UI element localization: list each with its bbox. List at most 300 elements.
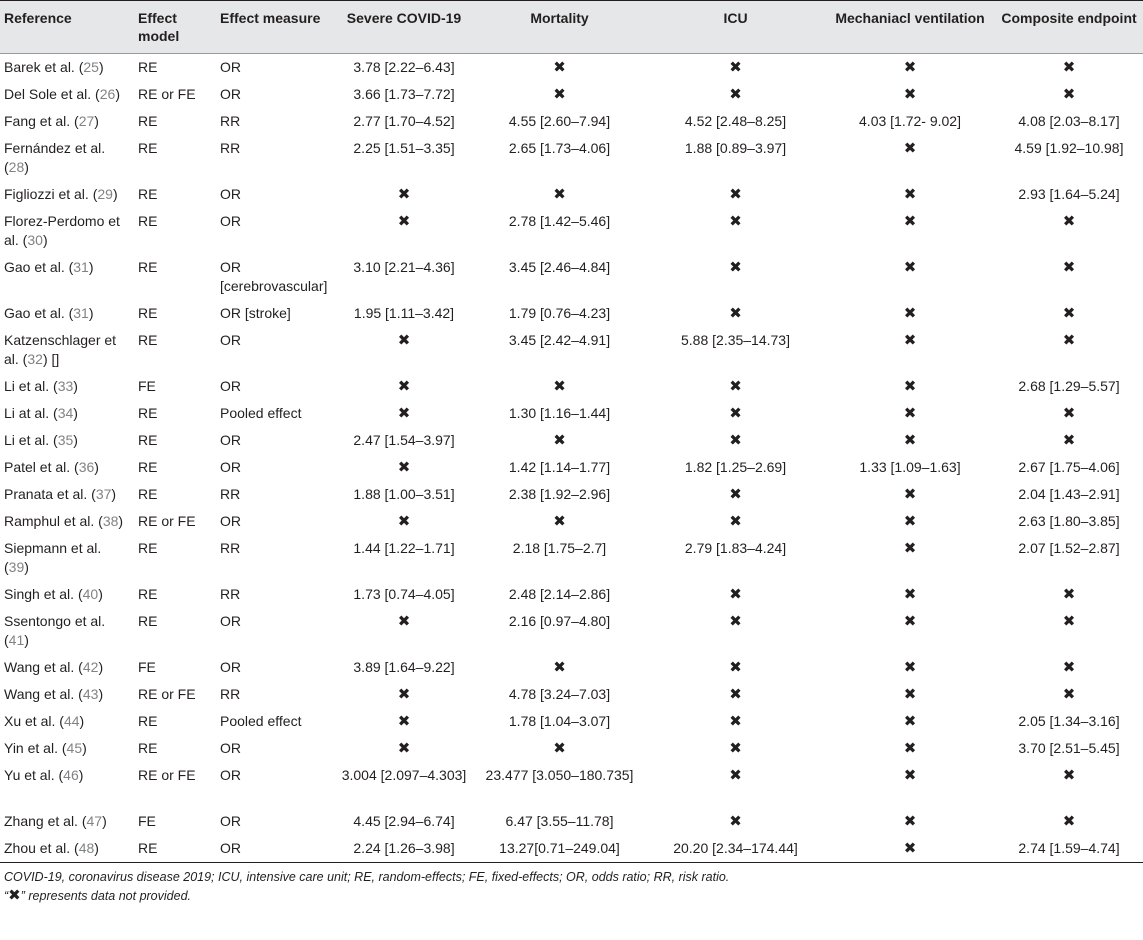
cross-icon: ✖ <box>1062 659 1076 676</box>
cell-effect-model: RE <box>138 740 158 756</box>
citation-link[interactable]: 48 <box>78 840 95 856</box>
cell-not-provided <box>335 181 473 208</box>
cell-not-provided <box>335 454 473 481</box>
table-row <box>0 208 1143 254</box>
cell-effect-model: RE <box>138 259 158 275</box>
cell-not-provided <box>995 81 1143 108</box>
author: Del Sole et al. <box>4 86 92 102</box>
cell-not-provided <box>825 481 995 508</box>
cell-effect-measure: OR <box>220 432 241 448</box>
cell-value: 1.82 [1.25–2.69] <box>684 459 787 475</box>
cross-icon: ✖ <box>1062 613 1076 630</box>
cell-not-provided <box>646 608 825 654</box>
cell-reference: Fang et al. (27) <box>4 113 99 129</box>
cross-icon: ✖ <box>903 613 917 630</box>
citation-link[interactable]: 39 <box>8 559 25 575</box>
cell-value: 2.25 [1.51–3.35] <box>353 140 455 156</box>
cell-not-provided <box>646 808 825 835</box>
table-row <box>0 300 1143 327</box>
cell-effect-measure: OR <box>220 513 241 529</box>
cell-effect-measure: OR [stroke] <box>220 305 291 321</box>
cell-value: 1.79 [0.76–4.23] <box>508 305 611 321</box>
cell-value: 3.78 [2.22–6.43] <box>353 59 455 75</box>
cell-value: 1.88 [0.89–3.97] <box>684 140 787 156</box>
cell-reference: Gao et al. (31) <box>4 259 94 275</box>
author: Singh et al. <box>4 586 75 602</box>
cell-value: 1.30 [1.16–1.44] <box>508 405 611 421</box>
cell-not-provided <box>825 427 995 454</box>
footnote-abbreviations: COVID-19, coronavirus disease 2019; ICU, intensive care unit; RE, random-effects; FE, fixed-effects; OR, odds ratio; RR, risk ratio. <box>4 870 730 884</box>
cell-effect-measure: OR <box>220 459 241 475</box>
cross-icon: ✖ <box>397 405 411 422</box>
cell-effect-model: RE <box>138 459 158 475</box>
cross-icon: ✖ <box>553 432 566 449</box>
cell-reference: Li at al. (34) <box>4 405 78 421</box>
cross-icon: ✖ <box>397 378 411 395</box>
table-row <box>0 427 1143 454</box>
cross-icon: ✖ <box>729 186 742 203</box>
cell-value: 4.59 [1.92–10.98] <box>1014 140 1124 156</box>
cell-value: 3.89 [1.64–9.22] <box>353 659 455 675</box>
cell-reference: Li et al. (35) <box>4 432 78 448</box>
cell-not-provided <box>473 508 646 535</box>
table-row <box>0 54 1143 82</box>
cell-not-provided <box>646 254 825 300</box>
cell-value: 2.38 [1.92–2.96] <box>508 486 611 502</box>
cell-effect-measure: OR <box>220 186 241 202</box>
cell-effect-model: RE <box>138 586 158 602</box>
cell-not-provided <box>646 708 825 735</box>
citation-link[interactable]: 31 <box>73 305 89 321</box>
table-row <box>0 181 1143 208</box>
cell-not-provided <box>825 300 995 327</box>
cross-icon: ✖ <box>903 586 917 603</box>
citation-link[interactable]: 30 <box>27 232 43 248</box>
table-footnotes <box>0 863 1143 905</box>
cell-effect-measure: RR <box>220 113 241 129</box>
header-reference: Reference <box>4 10 72 26</box>
cell-effect-model: RE <box>138 540 158 556</box>
cell-effect-measure: OR <box>220 59 241 75</box>
cell-value: 1.42 [1.14–1.77] <box>508 459 611 475</box>
cell-reference: Singh et al. (40) <box>4 586 103 602</box>
cell-not-provided <box>825 535 995 581</box>
cell-value: 3.45 [2.46–4.84] <box>508 259 611 275</box>
cell-not-provided <box>646 581 825 608</box>
cell-not-provided <box>825 181 995 208</box>
cross-icon: ✖ <box>729 259 742 276</box>
cell-reference: Siepmann et al. (39) <box>4 540 102 575</box>
table-row <box>0 373 1143 400</box>
cross-icon: ✖ <box>1062 767 1076 784</box>
author: Li et al. <box>4 378 50 394</box>
citation-link[interactable]: 31 <box>73 259 89 275</box>
cross-icon: ✖ <box>397 513 411 530</box>
cell-value: 2.93 [1.64–5.24] <box>1018 186 1120 202</box>
cell-not-provided <box>995 400 1143 427</box>
cell-not-provided <box>473 373 646 400</box>
cell-value: 1.88 [1.00–3.51] <box>353 486 455 502</box>
citation-link[interactable]: 36 <box>78 459 95 475</box>
cell-effect-model: RE <box>138 432 158 448</box>
cell-not-provided <box>995 300 1143 327</box>
cell-effect-measure: OR <box>220 213 241 229</box>
header-icu: ICU <box>723 10 748 26</box>
cross-icon: ✖ <box>1062 86 1076 103</box>
cell-value: 2.78 [1.42–5.46] <box>508 213 611 229</box>
reference-suffix: [] <box>47 351 60 367</box>
cross-icon: ✖ <box>397 740 411 757</box>
cell-not-provided <box>646 208 825 254</box>
cross-icon: ✖ <box>729 405 742 422</box>
author: Yin et al. <box>4 740 58 756</box>
cell-effect-measure: OR <box>220 659 241 675</box>
cell-value: 3.70 [2.51–5.45] <box>1018 740 1120 756</box>
cell-value: 6.47 [3.55–11.78] <box>505 813 614 829</box>
cell-not-provided <box>995 762 1143 808</box>
footnote-text: ” represents data not provided. <box>20 889 191 903</box>
cell-reference: Zhang et al. (47) <box>4 813 107 829</box>
cross-icon: ✖ <box>553 86 566 103</box>
cell-reference: Ssentongo et al. (41) <box>4 613 106 648</box>
citation-link[interactable]: 34 <box>57 405 74 421</box>
author: Wang et al. <box>4 659 75 675</box>
cell-effect-measure: OR <box>220 613 241 629</box>
table-row <box>0 535 1143 581</box>
cell-not-provided <box>995 208 1143 254</box>
cell-not-provided <box>646 373 825 400</box>
cross-icon: ✖ <box>1062 213 1076 230</box>
cell-reference: Del Sole et al. (26) <box>4 86 120 102</box>
cell-not-provided <box>995 654 1143 681</box>
cell-effect-model: RE <box>138 213 158 229</box>
cell-not-provided <box>825 208 995 254</box>
cell-effect-measure: OR <box>220 378 241 394</box>
citation-link[interactable]: 41 <box>8 632 25 648</box>
author: Ssentongo et al. <box>4 613 106 629</box>
header-severe-covid: Severe COVID-19 <box>346 10 462 26</box>
cross-icon: ✖ <box>903 713 917 730</box>
cell-not-provided <box>646 181 825 208</box>
cell-value: 2.79 [1.83–4.24] <box>684 540 787 556</box>
author: Katzenschlager et al. <box>4 332 117 367</box>
cell-effect-model: RE or FE <box>138 513 196 529</box>
cell-not-provided <box>646 427 825 454</box>
citation-link[interactable]: 26 <box>99 86 116 102</box>
cell-not-provided <box>825 54 995 82</box>
author: Pranata et al. <box>4 486 88 502</box>
cross-icon: ✖ <box>729 432 742 449</box>
cell-effect-measure: RR <box>220 686 241 702</box>
table-row <box>0 400 1143 427</box>
citation-link[interactable]: 44 <box>63 713 80 729</box>
cell-not-provided <box>825 508 995 535</box>
citation-link[interactable]: 28 <box>8 159 25 175</box>
table-row <box>0 808 1143 835</box>
cell-not-provided <box>646 54 825 82</box>
header-effect-model: Effect model <box>138 10 180 44</box>
cross-icon: ✖ <box>903 378 917 395</box>
cell-value: 2.63 [1.80–3.85] <box>1018 513 1120 529</box>
cell-effect-model: RE <box>138 59 158 75</box>
cell-reference: Yu et al. (46) <box>4 767 84 783</box>
cell-value: 4.78 [3.24–7.03] <box>508 686 611 702</box>
citation-link[interactable]: 38 <box>102 513 119 529</box>
cell-effect-model: RE <box>138 186 158 202</box>
cell-value: 2.16 [0.97–4.80] <box>508 613 611 629</box>
cell-value: 2.74 [1.59–4.74] <box>1018 840 1120 856</box>
author: Fang et al. <box>4 113 71 129</box>
cell-value: 2.47 [1.54–3.97] <box>353 432 455 448</box>
citation-link[interactable]: 33 <box>57 378 74 394</box>
citation-link[interactable]: 27 <box>78 113 95 129</box>
cell-value: 2.67 [1.75–4.06] <box>1018 459 1120 475</box>
author: Wang et al. <box>4 686 75 702</box>
cross-icon: ✖ <box>903 432 917 449</box>
cell-effect-model: FE <box>138 378 156 394</box>
cell-effect-measure: Pooled effect <box>220 713 302 729</box>
author: Patel et al. <box>4 459 71 475</box>
cross-icon: ✖ <box>729 713 742 730</box>
cell-not-provided <box>995 54 1143 82</box>
cross-icon: ✖ <box>903 813 917 830</box>
cell-not-provided <box>825 81 995 108</box>
cross-icon: ✖ <box>1062 686 1076 703</box>
cross-icon: ✖ <box>553 378 566 395</box>
author: Gao et al. <box>4 259 65 275</box>
citation-link[interactable]: 42 <box>82 659 99 675</box>
cell-reference: Florez-Perdomo et al. (30) <box>4 213 120 248</box>
author: Gao et al. <box>4 305 65 321</box>
cell-not-provided <box>335 208 473 254</box>
cross-icon: ✖ <box>903 213 917 230</box>
cell-not-provided <box>646 681 825 708</box>
cell-not-provided <box>335 400 473 427</box>
cross-icon: ✖ <box>729 767 742 784</box>
cell-not-provided <box>646 400 825 427</box>
cell-not-provided <box>825 762 995 808</box>
cross-icon: ✖ <box>1062 405 1076 422</box>
table-row <box>0 108 1143 135</box>
cell-effect-measure: OR [cerebrovascular] <box>220 259 328 294</box>
cell-effect-model: RE or FE <box>138 86 196 102</box>
cross-icon: ✖ <box>729 659 742 676</box>
citation-link[interactable]: 35 <box>57 432 74 448</box>
cell-not-provided <box>335 508 473 535</box>
cross-icon: ✖ <box>729 378 742 395</box>
cell-value: 4.03 [1.72- 9.02] <box>859 113 961 129</box>
citation-link[interactable]: 25 <box>83 59 99 75</box>
table-row <box>0 327 1143 373</box>
cross-icon: ✖ <box>903 740 917 757</box>
table-body <box>0 54 1143 863</box>
table-row <box>0 254 1143 300</box>
cross-icon: ✖ <box>903 659 917 676</box>
cell-not-provided <box>825 735 995 762</box>
table-row <box>0 735 1143 762</box>
cell-value: 2.04 [1.43–2.91] <box>1018 486 1120 502</box>
cross-icon: ✖ <box>1062 305 1076 322</box>
cell-effect-measure: RR <box>220 586 241 602</box>
cell-not-provided <box>473 654 646 681</box>
cell-effect-measure: OR <box>220 840 241 856</box>
cross-icon: ✖ <box>553 186 566 203</box>
table-header-row <box>0 1 1143 54</box>
citation-link[interactable]: 45 <box>66 740 83 756</box>
author: Ramphul et al. <box>4 513 95 529</box>
cell-not-provided <box>995 808 1143 835</box>
cell-value: 2.18 [1.75–2.7] <box>512 540 607 556</box>
cell-reference: Yin et al. (45) <box>4 740 87 756</box>
cell-not-provided <box>825 681 995 708</box>
cell-value: 1.33 [1.09–1.63] <box>859 459 961 475</box>
table-row <box>0 654 1143 681</box>
cross-icon: ✖ <box>903 86 917 103</box>
author: Siepmann et al. <box>4 540 102 556</box>
citation-link[interactable]: 29 <box>97 186 113 202</box>
cell-effect-model: RE <box>138 305 158 321</box>
cell-value: 3.10 [2.21–4.36] <box>353 259 455 275</box>
cell-not-provided <box>335 708 473 735</box>
cell-not-provided <box>473 81 646 108</box>
author: Li et al. <box>4 432 50 448</box>
cell-effect-model: RE <box>138 613 158 629</box>
cell-value: 13.27[0.71–249.04] <box>499 840 620 856</box>
cross-icon: ✖ <box>903 767 917 784</box>
cell-effect-measure: OR <box>220 767 241 783</box>
author: Fernández et al. <box>4 140 106 156</box>
cell-effect-model: RE <box>138 713 158 729</box>
table-row <box>0 454 1143 481</box>
author: Florez-Perdomo et al. <box>4 213 120 248</box>
header-effect-measure: Effect measure <box>220 10 321 26</box>
cross-icon: ✖ <box>729 586 742 603</box>
cross-icon: ✖ <box>397 459 411 476</box>
cell-not-provided <box>473 54 646 82</box>
cell-reference: Pranata et al. (37) <box>4 486 117 502</box>
cell-reference: Katzenschlager et al. (32) [] <box>4 332 117 367</box>
cell-not-provided <box>825 835 995 863</box>
cross-icon: ✖ <box>729 513 742 530</box>
cross-icon: ✖ <box>903 305 917 322</box>
cell-effect-measure: RR <box>220 140 241 156</box>
table-row <box>0 708 1143 735</box>
cross-icon: ✖ <box>729 740 742 757</box>
table-row <box>0 762 1143 808</box>
cell-value: 3.66 [1.73–7.72] <box>353 86 455 102</box>
cell-not-provided <box>995 608 1143 654</box>
cross-icon: ✖ <box>397 213 411 230</box>
cell-not-provided <box>825 400 995 427</box>
cell-effect-measure: RR <box>220 486 241 502</box>
cell-value: 2.07 [1.52–2.87] <box>1018 540 1120 556</box>
table-row <box>0 608 1143 654</box>
cell-value: 5.88 [2.35–14.73] <box>681 332 790 348</box>
cell-effect-model: RE <box>138 113 158 129</box>
citation-link[interactable]: 40 <box>82 586 99 602</box>
cell-value: 3.004 [2.097–4.303] <box>341 767 467 783</box>
cross-icon: ✖ <box>903 186 917 203</box>
cross-icon: ✖ <box>903 405 917 422</box>
cell-not-provided <box>825 581 995 608</box>
cell-value: 4.08 [2.03–8.17] <box>1018 113 1120 129</box>
cross-icon: ✖ <box>397 713 411 730</box>
cross-icon: ✖ <box>8 887 21 904</box>
cell-effect-model: FE <box>138 659 156 675</box>
cell-value: 1.78 [1.04–3.07] <box>508 713 611 729</box>
cell-not-provided <box>335 735 473 762</box>
cell-value: 4.52 [2.48–8.25] <box>684 113 787 129</box>
cell-not-provided <box>646 300 825 327</box>
citation-link[interactable]: 46 <box>63 767 79 783</box>
cell-reference: Barek et al. (25) <box>4 59 104 75</box>
cell-not-provided <box>646 762 825 808</box>
cell-value: 3.45 [2.42–4.91] <box>508 332 611 348</box>
cell-reference: Zhou et al. (48) <box>4 840 99 856</box>
cross-icon: ✖ <box>729 613 742 630</box>
cross-icon: ✖ <box>729 305 742 322</box>
author: Xu et al. <box>4 713 56 729</box>
cross-icon: ✖ <box>1062 813 1076 830</box>
cell-not-provided <box>335 608 473 654</box>
cross-icon: ✖ <box>1062 259 1076 276</box>
cross-icon: ✖ <box>397 613 411 630</box>
citation-link[interactable]: 37 <box>95 486 112 502</box>
cell-not-provided <box>646 481 825 508</box>
table-row <box>0 681 1143 708</box>
cell-effect-measure: OR <box>220 740 241 756</box>
header-composite-endpoint: Composite endpoint <box>1001 10 1137 26</box>
cross-icon: ✖ <box>903 259 917 276</box>
cell-not-provided <box>825 654 995 681</box>
cell-value: 2.77 [1.70–4.52] <box>353 113 455 129</box>
cross-icon: ✖ <box>397 332 411 349</box>
citation-link[interactable]: 47 <box>86 813 103 829</box>
cross-icon: ✖ <box>903 140 917 157</box>
citation-link[interactable]: 32 <box>27 351 43 367</box>
cell-reference: Xu et al. (44) <box>4 713 85 729</box>
author: Barek et al. <box>4 59 75 75</box>
citation-link[interactable]: 43 <box>82 686 99 702</box>
cell-not-provided <box>825 608 995 654</box>
cross-icon: ✖ <box>1062 432 1076 449</box>
cross-icon: ✖ <box>729 813 742 830</box>
cell-value: 4.45 [2.94–6.74] <box>353 813 455 829</box>
cell-not-provided <box>825 708 995 735</box>
cell-not-provided <box>473 735 646 762</box>
table-row <box>0 81 1143 108</box>
cell-effect-model: FE <box>138 813 156 829</box>
cross-icon: ✖ <box>397 186 411 203</box>
footnote-symbol <box>4 886 1139 905</box>
cell-reference: Ramphul et al. (38) <box>4 513 124 529</box>
header-mortality: Mortality <box>530 10 589 26</box>
table-row <box>0 508 1143 535</box>
cell-reference: Wang et al. (42) <box>4 659 104 675</box>
table-row <box>0 135 1143 181</box>
cell-not-provided <box>646 735 825 762</box>
cell-not-provided <box>825 808 995 835</box>
cross-icon: ✖ <box>1062 586 1076 603</box>
cell-reference: Gao et al. (31) <box>4 305 94 321</box>
author: Zhang et al. <box>4 813 78 829</box>
cross-icon: ✖ <box>903 332 917 349</box>
cell-not-provided <box>825 135 995 181</box>
cross-icon: ✖ <box>553 59 566 76</box>
cell-not-provided <box>995 681 1143 708</box>
cell-effect-model: RE <box>138 405 158 421</box>
cell-value: 1.44 [1.22–1.71] <box>353 540 455 556</box>
